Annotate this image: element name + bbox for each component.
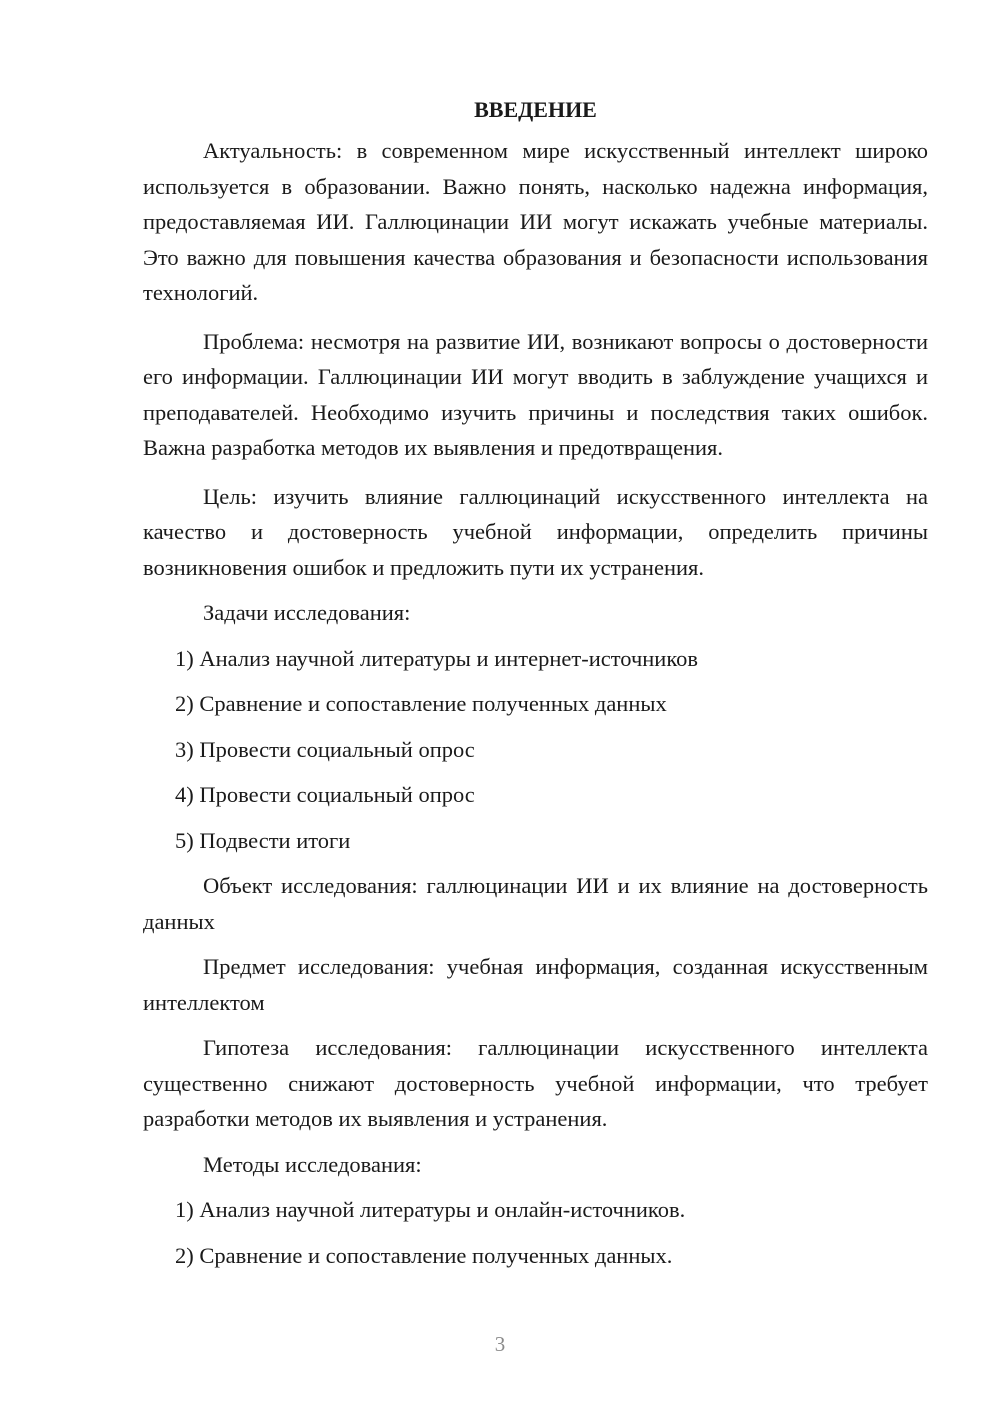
subject-paragraph: Предмет исследования: учебная информация, созданная искусственным интеллектом	[143, 954, 928, 1015]
tasks-title: Задачи исследования:	[203, 600, 411, 625]
hypothesis-paragraph: Гипотеза исследования: галлюцинации искусственного интеллекта существенно снижают достоверность учебной информации, что требует разработки методов их выявления и устранения.	[143, 1035, 928, 1131]
task-item: 2) Сравнение и сопоставление полученных данных	[175, 691, 667, 716]
task-item: 4) Провести социальный опрос	[175, 782, 475, 807]
task-item: 1) Анализ научной литературы и интернет-источников	[175, 645, 699, 671]
methods-title: Методы исследования:	[203, 1151, 422, 1177]
method-item: 1) Анализ научной литературы и онлайн-источников.	[175, 1197, 686, 1222]
page-number: 3	[494, 1332, 506, 1356]
method-item: 2) Сравнение и сопоставление полученных данных.	[175, 1242, 673, 1268]
relevance-paragraph: Актуальность: в современном мире искусственный интеллект широко используется в образовании. Важно понять, насколько надежна информация, предоставляемая ИИ. Галлюцинации ИИ могут искажать учебные материалы. Это важно для повышения качества образования и безопасности использования технологий.	[143, 138, 928, 305]
task-item: 5) Подвести итоги	[175, 827, 351, 853]
object-paragraph: Объект исследования: галлюцинации ИИ и их влияние на достоверность данных	[143, 873, 928, 934]
goal-paragraph: Цель: изучить влияние галлюцинаций искусственного интеллекта на качество и достоверность учебной информации, определить причины возникновения ошибок и предложить пути их устранения.	[143, 483, 928, 580]
document-page	[143, 92, 928, 1273]
problem-paragraph: Проблема: несмотря на развитие ИИ, возникают вопросы о достоверности его информации. Галлюцинации ИИ могут вводить в заблуждение учащихся и преподавателей. Необходимо изучить причины и последствия таких ошибок. Важна разработка методов их выявления и предотвращения.	[143, 328, 928, 460]
section-heading: ВВЕДЕНИЕ	[474, 97, 597, 122]
task-item: 3) Провести социальный опрос	[175, 736, 475, 762]
